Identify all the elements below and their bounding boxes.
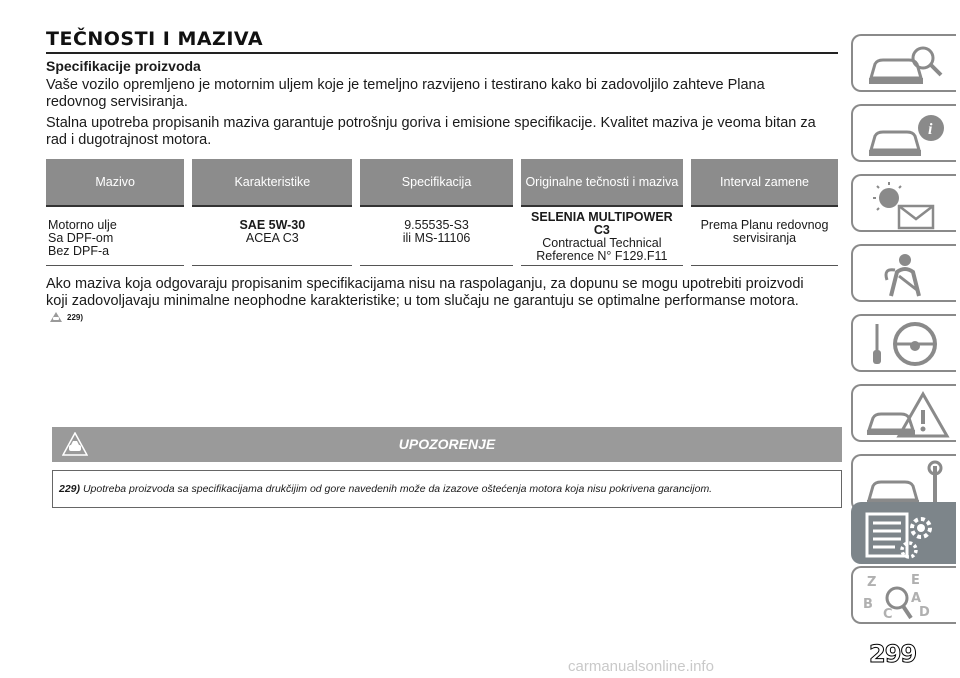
nav-tab-lights-messages[interactable] [851,174,956,232]
svg-text:E: E [911,573,920,588]
car-search-icon [861,40,951,90]
column-header: Karakteristike [188,159,356,206]
svg-text:A: A [911,591,922,606]
warning-header [52,427,842,462]
svg-text:B: B [863,597,873,612]
column-header: Specifikacija [356,159,516,206]
light-envelope-icon [861,180,951,230]
car-warning-triangle-icon [861,390,951,440]
paragraph-intro: Vaše vozilo opremljeno je motornim uljem koje je temeljno razvijeno i testirano kako bi zadovoljilo zahteve Plana redovnog servisiranja. [46,77,765,110]
cell-mazivo: Motorno ulje Sa DPF-om Bez DPF-a [46,206,188,266]
column-header: Originalne tečnosti i maziva [517,159,687,206]
paragraph-substitute: Ako maziva koja odgovaraju propisanim specifikacijama nisu na raspolaganju, za dopunu se mogu upotrebiti proizvodi koji zadovoljavaju minimalne neophodne karakteristike; u tom slučaju ne garantuju se optimalne performanse motora. [46,276,804,309]
section-subtitle: Specifikacije proizvoda [46,58,201,74]
nav-tab-start-drive[interactable] [851,314,956,372]
alphabet-search-icon [861,572,951,626]
warning-title: UPOZORENJE [398,436,496,452]
steering-wheel-key-icon [861,320,951,370]
warning-text: 229) Upotreba proizvoda sa specifikacijama drukčijim od gore navedenih može da izazove oštećenja motora koja nisu pokrivena garancijom. [59,483,713,495]
svg-text:C: C [883,607,893,622]
cell-interval: Prema Planu redovnog servisiranja [687,206,838,266]
warning-reference[interactable]: 229) [48,311,83,323]
cell-karakteristike: SAE 5W-30 ACEA C3 [188,206,356,266]
nav-tab-technical-data[interactable] [851,502,956,564]
nav-tab-safety[interactable] [851,244,956,302]
watermark: carmanualsonline.info [568,658,714,675]
airbag-person-icon [861,250,951,300]
list-gears-icon [861,508,951,562]
warning-box [52,470,842,508]
table-row [46,206,838,266]
column-header: Interval zamene [687,159,838,206]
car-info-icon [861,110,951,160]
nav-tab-emergency[interactable] [851,384,956,442]
page-title: TEČNOSTI I MAZIVA [46,28,838,54]
nav-tab-index[interactable] [851,566,956,624]
paragraph-quality: Stalna upotreba propisanih maziva garantuje potrošnju goriva i emisione specifikacije. Kvalitet maziva je veoma bitan za rad i dugotrajnost motora. [46,115,816,148]
column-header: Mazivo [46,159,188,206]
svg-text:i: i [928,121,933,138]
cell-originalne: SELENIA MULTIPOWER C3 Contractual Technical Reference N° F129.F11 [517,206,687,266]
nav-tab-car-info[interactable] [851,104,956,162]
cell-specifikacija: 9.55535-S3 ili MS-11106 [356,206,516,266]
page-number: 299 [869,640,917,668]
warning-car-icon [48,311,64,323]
lubricant-spec-table [46,159,838,266]
nav-tab-car-search[interactable] [851,34,956,92]
svg-text:Z: Z [867,575,877,590]
svg-text:D: D [919,605,930,620]
